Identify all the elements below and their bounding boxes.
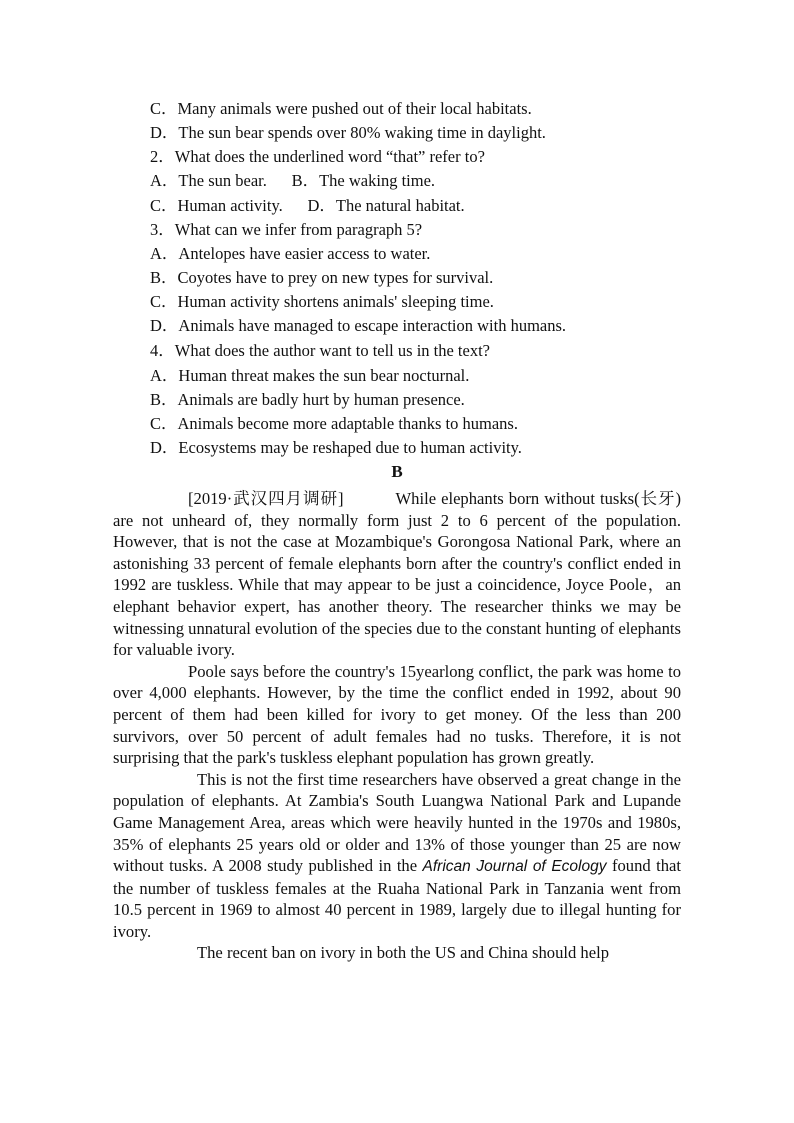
question-4: 4．What does the author want to tell us in the text? <box>150 341 490 360</box>
option-4d: D．Ecosystems may be reshaped due to human activity. <box>150 438 522 457</box>
source-tag: [2019·武汉四月调研] <box>188 489 344 508</box>
paragraph-1-text: While elephants born without tusks(长牙) are not unheard of, they normally form just 2 to 6 percent of the population. However, that is not the case at Mozambique's Gorongosa National Park, where an astonishing 33 percent of female elephants born after the country's conflict ended in 1992 are tuskless. While that may appear to be just a coincidence, Joyce Poole，an elephant behavior expert, has another theory. The researcher thinks we may be witnessing unnatural evolution of the species due to the constant hunting of elephants for valuable ivory. <box>113 489 681 660</box>
option-3d: D．Animals have managed to escape interaction with humans. <box>150 316 567 335</box>
paragraph-3-text-b: found that the number of tuskless females at the Ruaha National Park in Tanzania went from 10.5 percent in 1969 to almost 40 percent in 1989, largely due to illegal hunting for ivory. <box>113 856 681 941</box>
option-4c: C．Animals become more adaptable thanks to humans. <box>150 414 518 433</box>
option-1c: C．Many animals were pushed out of their local habitats. <box>150 99 532 118</box>
option-4a: A．Human threat makes the sun bear nocturnal. <box>150 366 470 385</box>
paragraph-3 <box>113 769 681 943</box>
section-heading: B <box>391 462 403 481</box>
paragraph-3-text-a: This is not the first time researchers have observed a great change in the population of elephants. At Zambia's South Luangwa National Park and Lupande Game Management Area, areas which were heavily hunted in the 1970s and 1980s, 35% of elephants 25 years old or older and 13% of those younger than 25 are now without tusks. A 2008 study published in the <box>113 769 681 876</box>
option-3a: A．Antelopes have easier access to water. <box>150 244 431 263</box>
options-2cd: C．Human activity. D．The natural habitat. <box>150 196 465 215</box>
options-2ab: A．The sun bear. B．The waking time. <box>150 171 436 190</box>
journal-title: African Journal of Ecology <box>422 858 607 876</box>
paragraph-2: Poole says before the country's 15yearlong conflict, the park was home to over 4,000 elephants. However, by the time the conflict ended in 1992, about 90 percent of them had been killed for ivory to get money. Of the less than 200 survivors, over 50 percent of adult females had no tusks. Therefore, it is not surprising that the park's tuskless elephant population has grown greatly. <box>113 661 681 768</box>
option-3b: B．Coyotes have to prey on new types for survival. <box>150 268 494 287</box>
passage <box>113 488 681 964</box>
option-1d: D．The sun bear spends over 80% waking time in daylight. <box>150 123 546 142</box>
paragraph-1 <box>113 488 681 661</box>
paragraph-4: The recent ban on ivory in both the US and China should help <box>197 943 609 963</box>
option-3c: C．Human activity shortens animals' sleeping time. <box>150 292 494 311</box>
question-2: 2．What does the underlined word “that” refer to? <box>150 147 485 166</box>
question-3: 3．What can we infer from paragraph 5? <box>150 220 423 239</box>
option-4b: B．Animals are badly hurt by human presence. <box>150 390 465 409</box>
